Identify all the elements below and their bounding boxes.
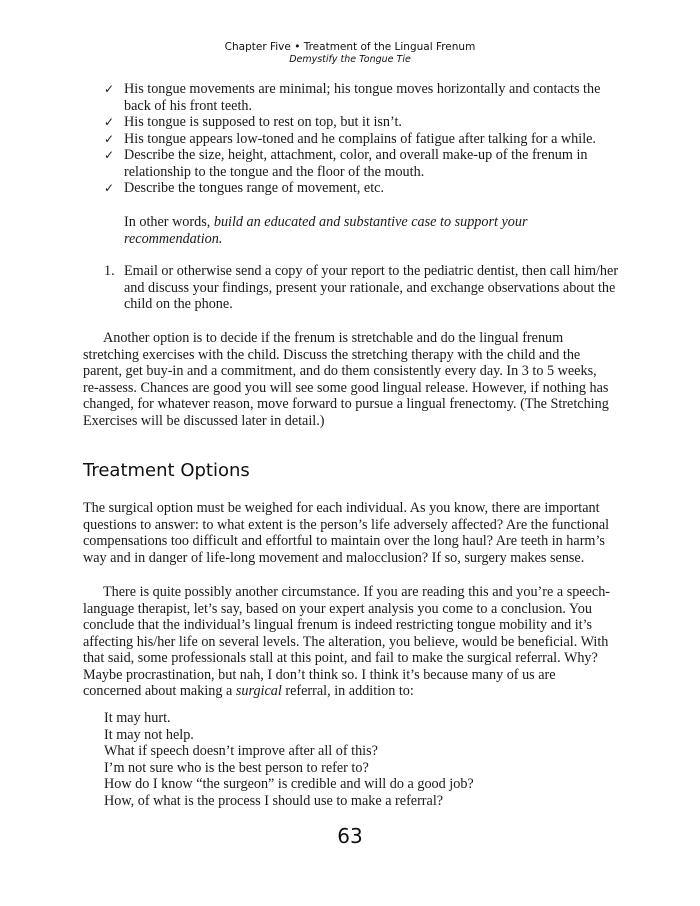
numbered-item-number: 1. bbox=[104, 263, 115, 279]
checklist-item bbox=[104, 147, 624, 180]
checklist-item-text: His tongue appears low-toned and he complains of fatigue after talking for a while. bbox=[124, 130, 596, 147]
checklist-item bbox=[104, 81, 624, 114]
running-header-subtitle: Demystify the Tongue Tie bbox=[289, 54, 411, 65]
checklist-item-text: Describe the tongues range of movement, etc. bbox=[124, 180, 385, 196]
running-header-chapter: Chapter Five • Treatment of the Lingual Frenum bbox=[224, 41, 476, 53]
checklist-item bbox=[104, 114, 624, 131]
paragraph-circumstance bbox=[83, 584, 613, 700]
checklist-item bbox=[104, 180, 624, 197]
section-heading: Treatment Options bbox=[83, 460, 250, 481]
check-mark-icon: ✓ bbox=[104, 82, 115, 96]
circumstance-before: There is quite possibly another circumstance. If you are reading this and you’re a speech-language therapist, let’s say, based on your expert analysis you come to a conclusion. You conclude that the individual’s lingual frenum is indeed restricting tongue mobility and it’s affecting his/her life on several levels. The alteration, you believe, would be beneficial. With that said, some professionals stall at this point, and fail to make the surgical referral. Why? Maybe procrastination, but nah, I don’t think so. I think it’s because many of us are concerned about making a bbox=[83, 584, 611, 699]
check-mark-icon: ✓ bbox=[104, 131, 115, 146]
check-mark-icon: ✓ bbox=[104, 148, 115, 162]
concern-item: How do I know “the surgeon” is credible and will do a good job? bbox=[104, 776, 474, 792]
checklist-item bbox=[104, 130, 624, 148]
concern-item: It may not help. bbox=[104, 726, 194, 743]
check-mark-icon: ✓ bbox=[104, 181, 115, 195]
paragraph-surgical: The surgical option must be weighed for each individual. As you know, there are important questions to answer: to what extent is the person’s life adversely affected? Are the functional compensations too difficult and effortful to maintain over the long haul? Are teeth in harm’s way and in danger of life-long movement and malocclusion? If so, surgery makes sense. bbox=[83, 500, 610, 566]
numbered-item-text: Email or otherwise send a copy of your report to the pediatric dentist, then call him/her and discuss your findings, present your rationale, and exchange observations about the child on the phone. bbox=[124, 263, 619, 312]
concern-item: What if speech doesn’t improve after all of this? bbox=[104, 743, 378, 759]
checklist-item-text: Describe the size, height, attachment, color, and overall make-up of the frenum in relationship to the tongue and the floor of the mouth. bbox=[124, 147, 588, 180]
concerns-list bbox=[104, 710, 554, 809]
in-other-words-note bbox=[124, 214, 594, 247]
check-mark-icon: ✓ bbox=[104, 115, 115, 129]
concern-item: How, of what is the process I should use to make a referral? bbox=[104, 792, 444, 809]
note-emphasis: build an educated and substantive case to support your recommendation. bbox=[124, 214, 528, 247]
concern-item: It may hurt. bbox=[104, 710, 171, 726]
paragraph-stretching: Another option is to decide if the frenum is stretchable and do the lingual frenum stretching exercises with the child. Discuss the stretching therapy with the child and the parent, get buy-in and a commitment, and do them consistently every day. In 3 to 5 weeks, re-assess. Chances are good you will see some good lingual release. However, if nothing has changed, for whatever reason, move forward to pursue a lingual frenectomy. (The Stretching Exercises will be discussed later in detail.) bbox=[83, 330, 609, 429]
circumstance-after: referral, in addition to: bbox=[281, 683, 414, 699]
assessment-checklist bbox=[104, 81, 624, 197]
note-lead: In other words, bbox=[124, 214, 214, 230]
checklist-item-text: His tongue movements are minimal; his tongue moves horizontally and contacts the back of his front teeth. bbox=[124, 81, 601, 114]
page-number: 63 bbox=[337, 824, 363, 848]
checklist-item-text: His tongue is supposed to rest on top, but it isn’t. bbox=[124, 114, 402, 130]
circumstance-emphasis: surgical bbox=[235, 683, 282, 699]
concern-item: I’m not sure who is the best person to refer to? bbox=[104, 759, 369, 776]
